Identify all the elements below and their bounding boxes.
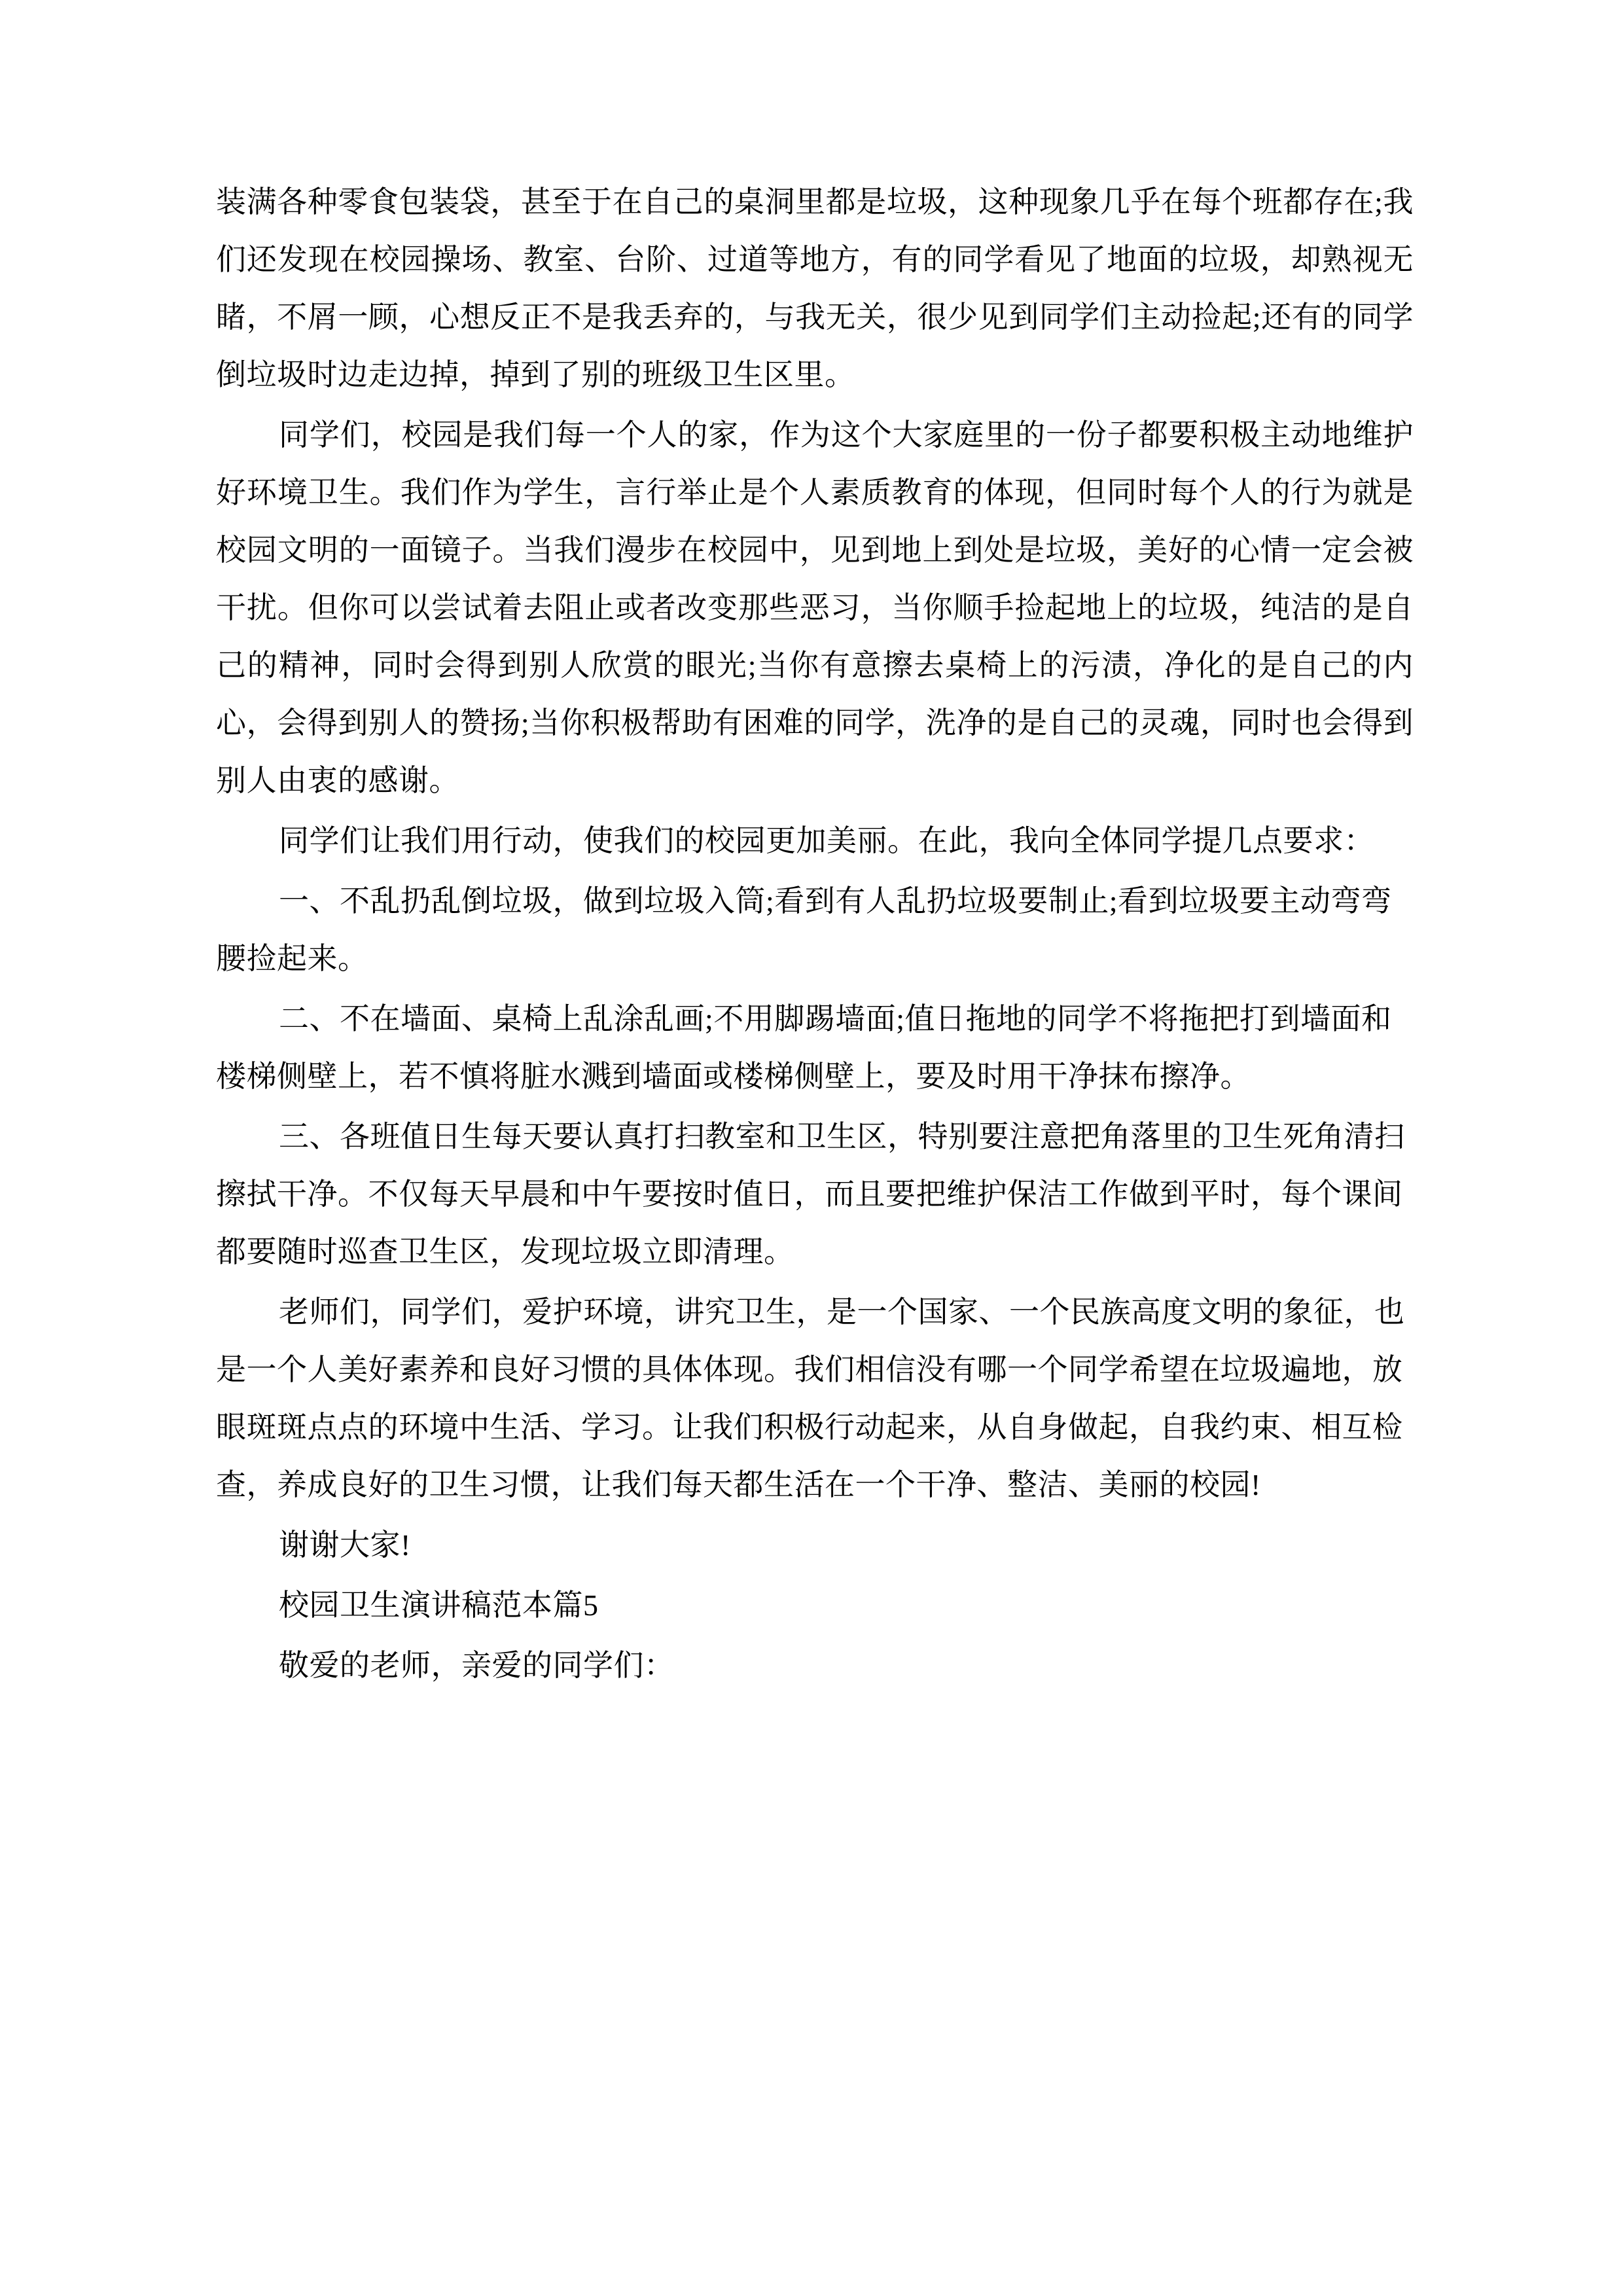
paragraph-3: 同学们让我们用行动，使我们的校园更加美丽。在此，我向全体同学提几点要求： [279, 824, 1374, 857]
paragraph-4: 一、不乱扔乱倒垃圾，做到垃圾入筒;看到有人乱扔垃圾要制止;看到垃圾要主动弯弯腰捡起来。 [216, 884, 1392, 975]
paragraph-7: 老师们，同学们，爱护环境，讲究卫生，是一个国家、一个民族高度文明的象征，也是一个人美好素养和良好习惯的具体体现。我们相信没有哪一个同学希望在垃圾遍地，放眼斑斑点点的环境中生活、学习。让我们积极行动起来，从自身做起，自我约束、相互检查，养成良好的卫生习惯，让我们每天都生活在一个干净、整洁、美丽的校园! [216, 1295, 1405, 1501]
paragraph-2: 同学们，校园是我们每一个人的家，作为这个大家庭里的一份子都要积极主动地维护好环境卫生。我们作为学生，言行举止是个人素质教育的体现，但同时每个人的行为就是校园文明的一面镜子。当我们漫步在校园中，见到地上到处是垃圾，美好的心情一定会被干扰。但你可以尝试着去阻止或者改变那些恶习，当你顺手捡起地上的垃圾，纯洁的是自己的精神，同时会得到别人欣赏的眼光;当你有意擦去桌椅上的污渍，净化的是自己的内心，会得到别人的赞扬;当你积极帮助有困难的同学，洗净的是自己的灵魂，同时也会得到别人由衷的感谢。 [216, 418, 1414, 797]
paragraph-1: 装满各种零食包装袋，甚至于在自己的桌洞里都是垃圾，这种现象几乎在每个班都存在;我们还发现在校园操场、教室、台阶、过道等地方，有的同学看见了地面的垃圾，却熟视无睹，不屑一顾，心想反正不是我丢弃的，与我无关，很少见到同学们主动捡起;还有的同学倒垃圾时边走边掉，掉到了别的班级卫生区里。 [216, 185, 1414, 391]
paragraph-10-salutation: 敬爱的老师，亲爱的同学们： [279, 1649, 675, 1682]
paragraph-9-section-heading: 校园卫生演讲稿范本篇5 [279, 1588, 599, 1622]
paragraph-6: 三、各班值日生每天要认真打扫教室和卫生区，特别要注意把角落里的卫生死角清扫擦拭干净。不仅每天早晨和中午要按时值日，而且要把维护保洁工作做到平时，每个课间都要随时巡查卫生区，发现垃圾立即清理。 [216, 1120, 1405, 1268]
paragraph-8-thanks: 谢谢大家! [279, 1528, 411, 1562]
document-body [216, 173, 1414, 1697]
paragraph-5: 二、不在墙面、桌椅上乱涂乱画;不用脚踢墙面;值日拖地的同学不将拖把打到墙面和楼梯侧壁上，若不慎将脏水溅到墙面或楼梯侧壁上，要及时用干净抹布擦净。 [216, 1002, 1392, 1093]
